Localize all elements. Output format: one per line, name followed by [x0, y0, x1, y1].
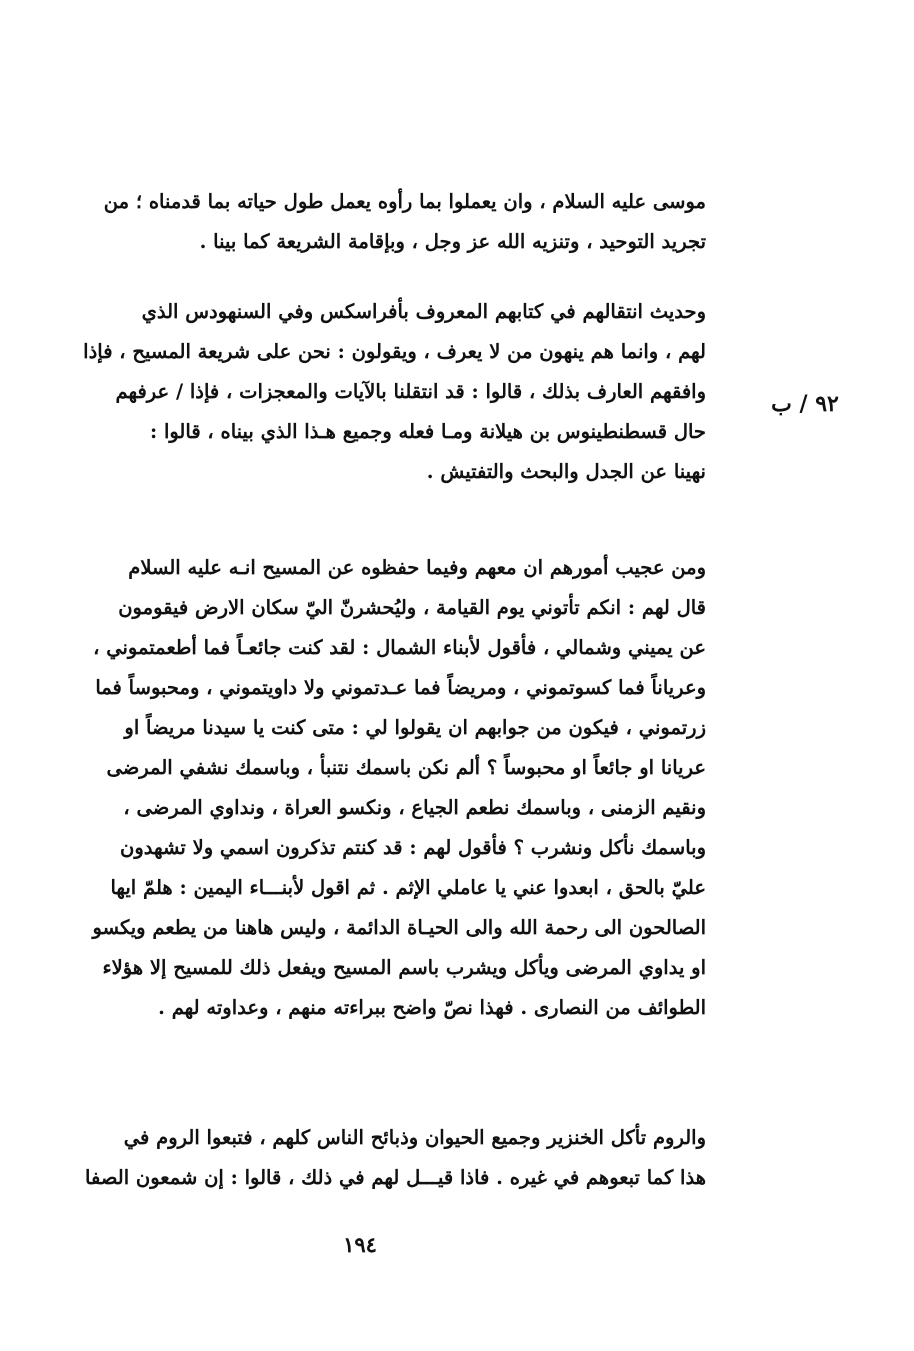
text-line: زرتموني ، فيكون من جوابهم ان يقولوا لي : متى كنت يا سيدنا مريضاً او — [124, 716, 706, 739]
text-line: هذا كما تبعوهم في غيره . فاذا قيـــل لهم في ذلك ، قالوا : إن شمعون الصفا — [85, 1166, 706, 1189]
text-line: نهينا عن الجدل والبحث والتفتيش . — [426, 460, 706, 483]
paragraph-4 — [32, 1118, 706, 1198]
text-line: وحديث انتقالهم في كتابهم المعروف بأفراسكس وفي السنهودس الذي — [141, 300, 706, 323]
paragraph-2 — [32, 292, 706, 492]
text-line: وباسمك نأكل ونشرب ؟ فأقول لهم : قد كنتم تذكرون اسمي ولا تشهدون — [120, 836, 706, 859]
text-line: موسى عليه السلام ، وان يعملوا بما رأوه يعمل طول حياته بما قدمناه ؛ من — [103, 190, 706, 213]
text-line: الصالحون الى رحمة الله والى الحيـاة الدائمة ، وليس هاهنا من يطعم ويكسو — [92, 916, 706, 939]
text-line: قال لهم : انكم تأتوني يوم القيامة ، وليُحشرنّ اليّ سكان الارض فيقومون — [118, 596, 706, 619]
paragraph-3 — [32, 548, 706, 1028]
page-number: ١٩٤ — [343, 1232, 377, 1257]
text-line: ونقيم الزمنى ، وباسمك نطعم الجياع ، ونكسو العراة ، ونداوي المرضى ، — [123, 796, 706, 819]
text-line: لهم ، وانما هم ينهون من لا يعرف ، ويقولون : نحن على شريعة المسيح ، فإذا — [83, 340, 706, 363]
text-line: تجريد التوحيد ، وتنزيه الله عز وجل ، وبإقامة الشريعة كما بينا . — [199, 230, 706, 253]
text-line: ومن عجيب أمورهم ان معهم وفيما حفظوه عن المسيح انـه عليه السلام — [128, 556, 706, 579]
text-line: او يداوي المرضى ويأكل ويشرب باسم المسيح ويفعل ذلك للمسيح إلا هؤلاء — [102, 956, 706, 979]
text-line: وافقهم العارف بذلك ، قالوا : قد انتقلنا بالآيات والمعجزات ، فإذا / عرفهم — [115, 380, 706, 403]
text-line: عليّ بالحق ، ابعدوا عني يا عاملي الإثم . ثم اقول لأبنـــاء اليمين : هلمّ ايها — [110, 876, 706, 899]
text-line: عريانا او جائعاً او محبوساً ؟ ألم نكن باسمك نتنبأ ، وباسمك نشفي المرضى — [106, 756, 706, 779]
paragraph-1 — [32, 182, 706, 262]
text-line: وعرياناً فما كسوتموني ، ومريضاً فما عـدتموني ولا داويتموني ، ومحبوساً فما — [95, 676, 706, 699]
manuscript-folio-note: ٩٢ / ب — [771, 391, 839, 417]
text-line: والروم تأكل الخنزير وجميع الحيوان وذبائح الناس كلهم ، فتبعوا الروم في — [123, 1126, 706, 1149]
text-line: الطوائف من النصارى . فهذا نصّ واضح ببراءته منهم ، وعداوته لهم . — [158, 996, 706, 1019]
text-line: حال قسطنطينوس بن هيلانة ومـا فعله وجميع هـذا الذي بيناه ، قالوا : — [149, 420, 706, 443]
text-line: عن يميني وشمالي ، فأقول لأبناء الشمال : لقد كنت جائعـاً فما أطعمتموني ، — [93, 636, 706, 659]
